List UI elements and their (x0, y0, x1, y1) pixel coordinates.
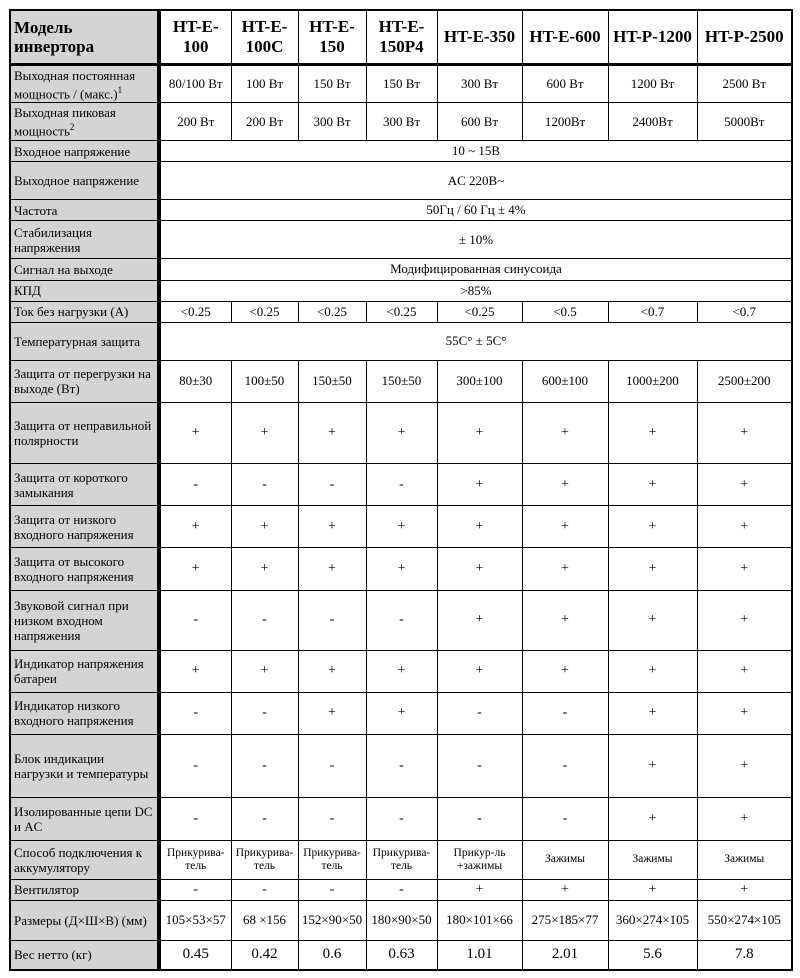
cell-value: <0.25 (366, 301, 437, 322)
cell-value: + (231, 650, 298, 692)
cell-value: + (366, 548, 437, 590)
row-label (10, 221, 159, 259)
row-label (10, 464, 159, 506)
cell-value: Зажимы (608, 840, 697, 879)
cell-value: 180×90×50 (366, 900, 437, 940)
cell-value: + (231, 548, 298, 590)
row-label (10, 65, 159, 103)
row-label-text: Индикатор низкого входного напряжения (14, 698, 134, 729)
cell-value: 550×274×105 (697, 900, 792, 940)
row-label (10, 322, 159, 360)
cell-value: + (522, 879, 608, 900)
model-name: HT-E-350 (437, 10, 522, 65)
cell-value: + (437, 590, 522, 650)
cell-value: + (608, 650, 697, 692)
table-row (10, 735, 792, 798)
cell-value: Прикур-ль +зажимы (437, 840, 522, 879)
cell-value: 2500±200 (697, 360, 792, 402)
row-label (10, 506, 159, 548)
row-label-text: Вентилятор (14, 882, 80, 898)
cell-value: + (366, 402, 437, 463)
cell-value: 300±100 (437, 360, 522, 402)
row-label-text: Стабилизация напряжения (14, 224, 92, 255)
row-label-text: Размеры (Д×Ш×В) (мм) (14, 912, 147, 928)
row-label (10, 940, 159, 970)
table-row (10, 221, 792, 259)
cell-value: 150±50 (366, 360, 437, 402)
cell-value: <0.7 (697, 301, 792, 322)
row-label-text: Выходное напряжение (14, 173, 140, 189)
cell-value: Прикурива-тель (159, 840, 231, 879)
cell-value: + (159, 506, 231, 548)
row-label-text: Защита от неправильной полярности (14, 417, 152, 448)
table-row (10, 162, 792, 200)
table-row (10, 692, 792, 734)
cell-value: + (522, 402, 608, 463)
table-row (10, 280, 792, 301)
cell-value: - (366, 798, 437, 840)
cell-value: <0.25 (231, 301, 298, 322)
cell-value: + (608, 798, 697, 840)
footnote-mark: 1 (117, 84, 123, 95)
model-name: HT-P-2500 (697, 10, 792, 65)
cell-value: + (697, 590, 792, 650)
row-label-text: Выходная пиковая мощность (14, 105, 116, 139)
cell-value: - (298, 464, 366, 506)
cell-value: + (159, 402, 231, 463)
cell-value: 150 Вт (298, 65, 366, 103)
cell-value: + (697, 735, 792, 798)
cell-value: - (522, 798, 608, 840)
cell-value: + (608, 590, 697, 650)
model-name: HT-E-600 (522, 10, 608, 65)
row-label-text: Выходная постоянная мощность / (макс.) (14, 67, 136, 101)
table-row (10, 65, 792, 103)
cell-value: 5000Вт (697, 103, 792, 141)
cell-value: - (231, 879, 298, 900)
cell-value: + (298, 692, 366, 734)
row-label (10, 360, 159, 402)
cell-value: + (697, 402, 792, 463)
cell-value: - (159, 692, 231, 734)
row-label-text: Защита от короткого замыкания (14, 469, 128, 500)
cell-value: + (608, 464, 697, 506)
cell-value: 152×90×50 (298, 900, 366, 940)
cell-value: 600±100 (522, 360, 608, 402)
cell-value: - (366, 735, 437, 798)
cell-value: 360×274×105 (608, 900, 697, 940)
row-label-text: Защита от высокого входного напряжения (14, 553, 134, 584)
cell-value: 100±50 (231, 360, 298, 402)
spanned-value: Модифицированная синусоида (159, 259, 792, 280)
row-label-text: Блок индикации нагрузки и температуры (14, 751, 149, 782)
table-row (10, 940, 792, 970)
row-label (10, 280, 159, 301)
table-row (10, 548, 792, 590)
cell-value: - (298, 879, 366, 900)
cell-value: Зажимы (697, 840, 792, 879)
header-row (10, 10, 792, 65)
cell-value: + (522, 650, 608, 692)
cell-value: + (522, 506, 608, 548)
row-label (10, 141, 159, 162)
cell-value: 0.42 (231, 940, 298, 970)
cell-value: + (366, 506, 437, 548)
row-label (10, 402, 159, 463)
row-label (10, 162, 159, 200)
table-row (10, 301, 792, 322)
cell-value: - (298, 798, 366, 840)
row-label-text: Частота (14, 202, 58, 218)
cell-value: <0.7 (608, 301, 697, 322)
cell-value: 150 Вт (366, 65, 437, 103)
cell-value: 275×185×77 (522, 900, 608, 940)
model-name: HT-E-100C (231, 10, 298, 65)
cell-value: 68 ×156 (231, 900, 298, 940)
cell-value: - (298, 590, 366, 650)
cell-value: - (366, 464, 437, 506)
cell-value: + (697, 650, 792, 692)
cell-value: + (608, 548, 697, 590)
cell-value: - (231, 692, 298, 734)
cell-value: - (366, 879, 437, 900)
cell-value: + (231, 402, 298, 463)
table-row (10, 840, 792, 879)
cell-value: 105×53×57 (159, 900, 231, 940)
cell-value: + (697, 798, 792, 840)
row-label-text: Защита от низкого входного напряжения (14, 511, 134, 542)
table-row (10, 506, 792, 548)
table-row (10, 360, 792, 402)
table-row (10, 322, 792, 360)
row-label-text: Индикатор напряжения батареи (14, 656, 144, 687)
cell-value: + (437, 506, 522, 548)
cell-value: + (298, 548, 366, 590)
spanned-value: AC 220В~ (159, 162, 792, 200)
row-label (10, 103, 159, 141)
cell-value: - (366, 590, 437, 650)
row-label (10, 590, 159, 650)
header-label: Модель инвертора (10, 10, 159, 65)
spec-table (9, 9, 793, 971)
cell-value: 0.6 (298, 940, 366, 970)
cell-value: <0.25 (159, 301, 231, 322)
row-label (10, 692, 159, 734)
row-label-text: Сигнал на выходе (14, 261, 113, 277)
cell-value: <0.25 (298, 301, 366, 322)
cell-value: 150±50 (298, 360, 366, 402)
cell-value: 2400Вт (608, 103, 697, 141)
cell-value: + (608, 879, 697, 900)
cell-value: 1.01 (437, 940, 522, 970)
row-label (10, 301, 159, 322)
spanned-value: 55С° ± 5С° (159, 322, 792, 360)
cell-value: + (608, 692, 697, 734)
cell-value: - (231, 464, 298, 506)
row-label-text: Звуковой сигнал при низком входном напряжения (14, 597, 129, 643)
table-row (10, 879, 792, 900)
cell-value: Прикурива-тель (366, 840, 437, 879)
cell-value: + (159, 548, 231, 590)
cell-value: 5.6 (608, 940, 697, 970)
cell-value: - (159, 464, 231, 506)
cell-value: Прикурива-тель (231, 840, 298, 879)
cell-value: + (608, 506, 697, 548)
cell-value: 2.01 (522, 940, 608, 970)
cell-value: <0.5 (522, 301, 608, 322)
cell-value: - (159, 735, 231, 798)
cell-value: - (298, 735, 366, 798)
cell-value: + (608, 735, 697, 798)
model-name: HT-E-150P4 (366, 10, 437, 65)
cell-value: 0.63 (366, 940, 437, 970)
spanned-value: 50Гц / 60 Гц ± 4% (159, 200, 792, 221)
cell-value: - (159, 798, 231, 840)
cell-value: + (231, 506, 298, 548)
cell-value: + (159, 650, 231, 692)
row-label (10, 840, 159, 879)
cell-value: 2500 Вт (697, 65, 792, 103)
cell-value: + (697, 879, 792, 900)
row-label (10, 900, 159, 940)
row-label-text: Защита от перегрузки на выходе (Вт) (14, 366, 151, 397)
cell-value: - (522, 692, 608, 734)
cell-value: 300 Вт (298, 103, 366, 141)
table-row (10, 900, 792, 940)
cell-value: 7.8 (697, 940, 792, 970)
row-label-text: Температурная защита (14, 333, 141, 349)
cell-value: + (437, 548, 522, 590)
cell-value: 1000±200 (608, 360, 697, 402)
cell-value: 80/100 Вт (159, 65, 231, 103)
spanned-value: 10 ~ 15В (159, 141, 792, 162)
cell-value: + (437, 879, 522, 900)
cell-value: - (522, 735, 608, 798)
cell-value: + (522, 548, 608, 590)
cell-value: - (159, 879, 231, 900)
cell-value: + (366, 650, 437, 692)
cell-value: 300 Вт (366, 103, 437, 141)
cell-value: + (437, 650, 522, 692)
cell-value: + (697, 506, 792, 548)
cell-value: + (366, 692, 437, 734)
cell-value: Прикурива-тель (298, 840, 366, 879)
cell-value: + (437, 464, 522, 506)
row-label-text: Вес нетто (кг) (14, 947, 92, 963)
cell-value: + (522, 464, 608, 506)
cell-value: 600 Вт (522, 65, 608, 103)
model-name: HT-E-150 (298, 10, 366, 65)
cell-value: + (697, 692, 792, 734)
spanned-value: >85% (159, 280, 792, 301)
row-label (10, 259, 159, 280)
cell-value: + (522, 590, 608, 650)
cell-value: 300 Вт (437, 65, 522, 103)
cell-value: - (437, 735, 522, 798)
row-label-text: КПД (14, 283, 41, 299)
cell-value: - (159, 590, 231, 650)
table-row (10, 590, 792, 650)
row-label-text: Способ подключения к аккумулятору (14, 844, 143, 875)
cell-value: 0.45 (159, 940, 231, 970)
cell-value: 1200Вт (522, 103, 608, 141)
row-label-text: Изолированные цепи DC и AC (14, 803, 153, 834)
cell-value: + (608, 402, 697, 463)
cell-value: 100 Вт (231, 65, 298, 103)
row-label-text: Ток без нагрузки (А) (14, 304, 129, 320)
cell-value: + (697, 548, 792, 590)
table-row (10, 402, 792, 463)
model-name: HT-E-100 (159, 10, 231, 65)
table-row (10, 200, 792, 221)
table-row (10, 650, 792, 692)
row-label-text: Входное напряжение (14, 143, 131, 159)
cell-value: + (697, 464, 792, 506)
row-label (10, 650, 159, 692)
spanned-value: ± 10% (159, 221, 792, 259)
cell-value: 200 Вт (159, 103, 231, 141)
cell-value: 200 Вт (231, 103, 298, 141)
cell-value: - (231, 735, 298, 798)
table-row (10, 798, 792, 840)
cell-value: + (298, 506, 366, 548)
cell-value: - (231, 590, 298, 650)
footnote-mark: 2 (69, 122, 75, 133)
table-row (10, 464, 792, 506)
row-label (10, 735, 159, 798)
cell-value: - (437, 798, 522, 840)
table-row (10, 141, 792, 162)
cell-value: 180×101×66 (437, 900, 522, 940)
row-label (10, 879, 159, 900)
row-label (10, 548, 159, 590)
cell-value: Зажимы (522, 840, 608, 879)
cell-value: 80±30 (159, 360, 231, 402)
row-label (10, 200, 159, 221)
cell-value: - (437, 692, 522, 734)
table-row (10, 259, 792, 280)
row-label (10, 798, 159, 840)
cell-value: 1200 Вт (608, 65, 697, 103)
cell-value: <0.25 (437, 301, 522, 322)
table-row (10, 103, 792, 141)
model-name: HT-P-1200 (608, 10, 697, 65)
cell-value: + (298, 650, 366, 692)
cell-value: + (437, 402, 522, 463)
cell-value: - (231, 798, 298, 840)
cell-value: 600 Вт (437, 103, 522, 141)
cell-value: + (298, 402, 366, 463)
